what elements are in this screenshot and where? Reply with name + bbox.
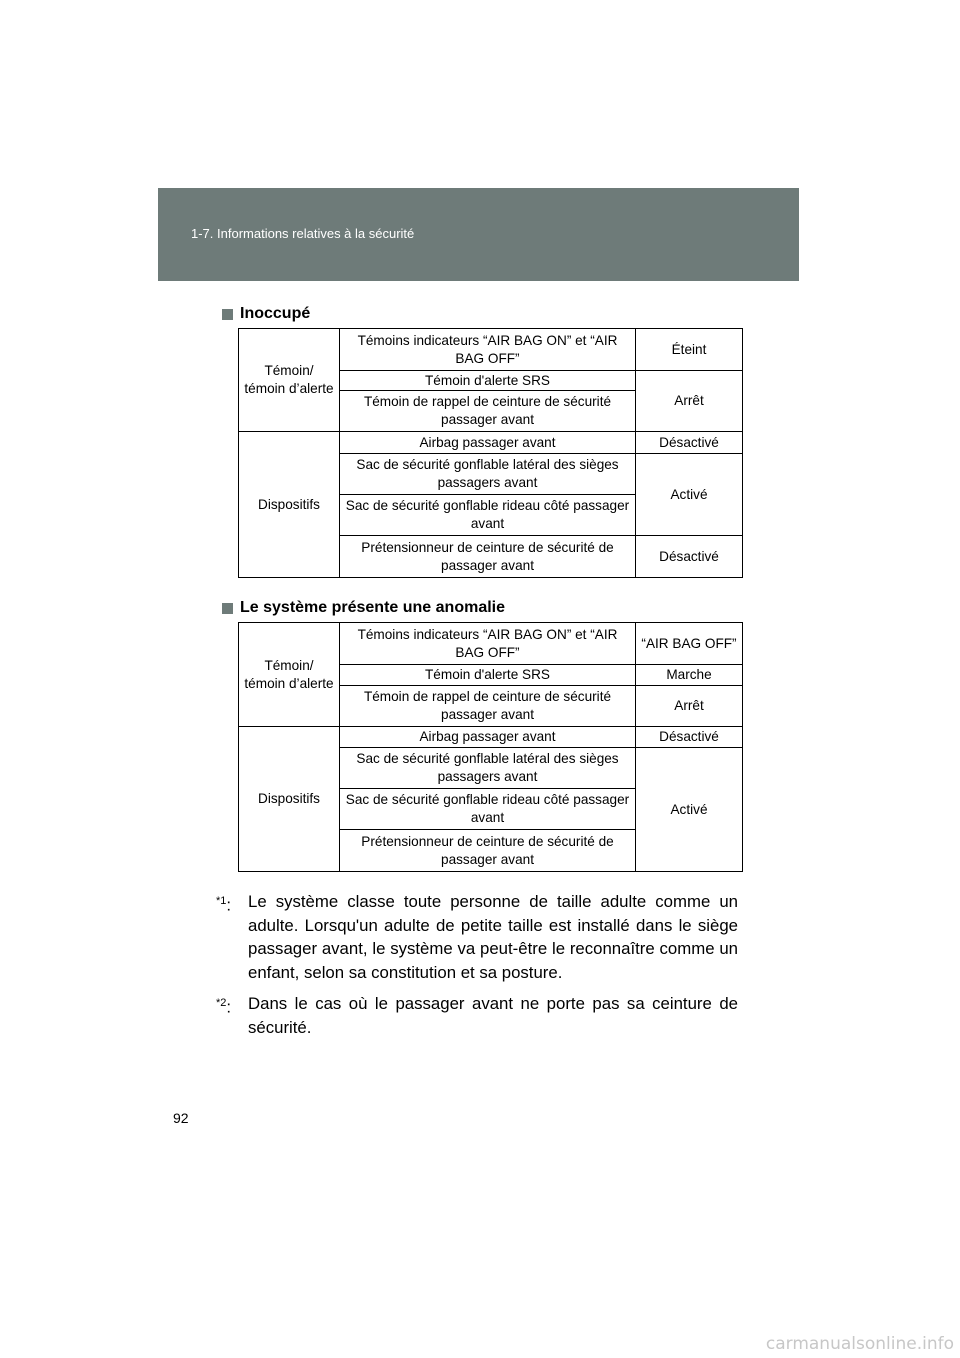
footnote-mark: $^{*1}$: <box>216 895 232 915</box>
section-title-text: Inoccupé <box>240 305 311 322</box>
table-cell-value: “AIR BAG OFF” <box>636 623 743 665</box>
footnotes <box>216 890 738 1047</box>
table-cell: Prétensionneur de ceinture de sécurité de passager avant <box>340 830 636 872</box>
table-cell: Témoin d'alerte SRS <box>340 371 636 391</box>
table-cell-value: Arrêt <box>636 686 743 727</box>
square-bullet-icon <box>222 603 233 614</box>
table-cell-value: Éteint <box>636 329 743 371</box>
footnote-mark: $^{*2}$: <box>216 997 232 1017</box>
breadcrumb: 1-7. Informations relatives à la sécurité <box>191 226 415 241</box>
dispositifs-label: Dispositifs <box>239 727 340 872</box>
table-cell: Témoins indicateurs “AIR BAG ON” et “AIR BAG OFF” <box>340 329 636 371</box>
table-cell-value: Activé <box>636 454 743 536</box>
table-cell: Airbag passager avant <box>340 727 636 748</box>
table-cell: Témoin de rappel de ceinture de sécurité passager avant <box>340 391 636 432</box>
table-cell: Témoin d'alerte SRS <box>340 665 636 686</box>
table-cell-value: Désactivé <box>636 432 743 454</box>
page-number: 92 <box>173 1110 189 1126</box>
table-cell: Témoins indicateurs “AIR BAG ON” et “AIR BAG OFF” <box>340 623 636 665</box>
watermark: carmanualsonline.info <box>765 1334 954 1354</box>
footnote-text: Dans le cas où le passager avant ne porte pas sa ceinture de sécurité. <box>248 994 738 1037</box>
status-table-inoccupe <box>238 328 743 578</box>
dispositifs-label: Dispositifs <box>239 432 340 578</box>
table-cell-value: Arrêt <box>636 371 743 432</box>
section-title-inoccupe <box>222 305 310 323</box>
table-cell: Prétensionneur de ceinture de sécurité de passager avant <box>340 536 636 578</box>
table-cell-value: Marche <box>636 665 743 686</box>
footnote <box>216 992 738 1039</box>
section-title-anomalie <box>222 599 505 617</box>
chapter-header <box>158 188 799 281</box>
table-cell: Sac de sécurité gonflable rideau côté passager avant <box>340 495 636 536</box>
status-table-anomalie <box>238 622 743 872</box>
table-cell: Sac de sécurité gonflable rideau côté passager avant <box>340 789 636 830</box>
footnote <box>216 890 738 984</box>
table-cell-value: Activé <box>636 748 743 872</box>
table-cell: Sac de sécurité gonflable latéral des sièges passagers avant <box>340 454 636 495</box>
square-bullet-icon <box>222 309 233 320</box>
table-cell: Sac de sécurité gonflable latéral des sièges passagers avant <box>340 748 636 789</box>
table-cell: Airbag passager avant <box>340 432 636 454</box>
table-cell-value: Désactivé <box>636 536 743 578</box>
table-cell: Témoin de rappel de ceinture de sécurité passager avant <box>340 686 636 727</box>
temoin-label: Témoin/ témoin d’alerte <box>239 623 340 727</box>
footnote-text: Le système classe toute personne de taille adulte comme un adulte. Lorsqu'un adulte de petite taille est installé dans le siège passager avant, le système va peut-être le reconnaître comme un enfant, selon sa constitution et sa posture. <box>248 892 738 982</box>
table-cell-value: Désactivé <box>636 727 743 748</box>
temoin-label: Témoin/ témoin d’alerte <box>239 329 340 432</box>
section-title-text: Le système présente une anomalie <box>240 599 505 616</box>
